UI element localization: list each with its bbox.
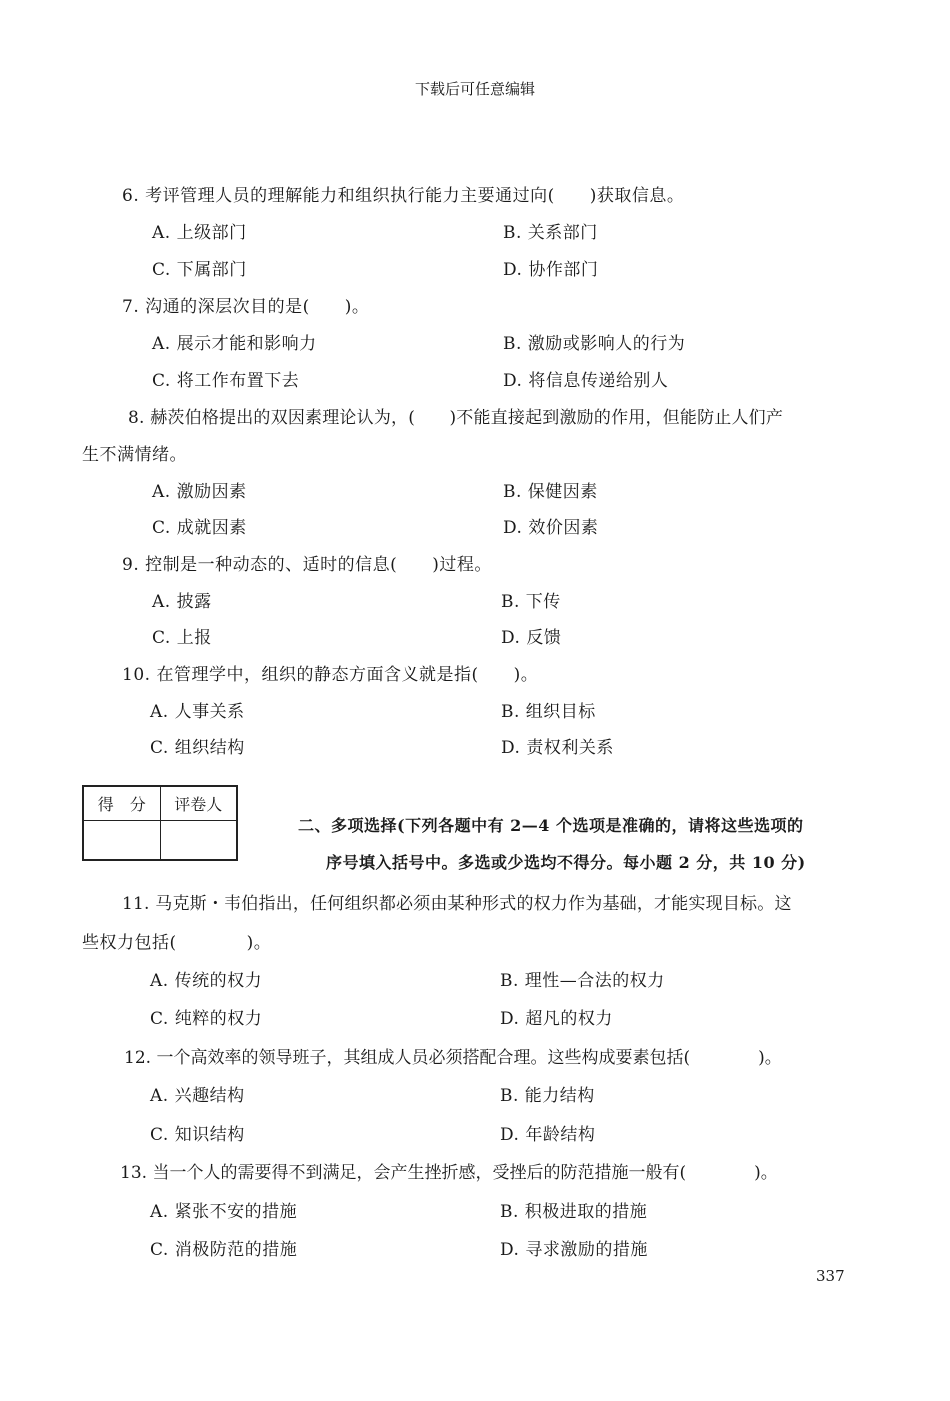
q13-option-d: D. 寻求激励的措施 xyxy=(500,1240,648,1260)
q11-option-d: D. 超凡的权力 xyxy=(500,1009,613,1029)
question-12: 12. 一个高效率的领导班子，其组成人员必须搭配合理。这些构成要素包括( )。 xyxy=(124,1048,782,1068)
q8-option-d: D. 效价因素 xyxy=(503,518,599,538)
q13-option-a: A. 紧张不安的措施 xyxy=(150,1202,298,1222)
q9-option-b: B. 下传 xyxy=(501,592,561,612)
q6-option-d: D. 协作部门 xyxy=(503,260,599,280)
question-8: 8. 赫茨伯格提出的双因素理论认为，( )不能直接起到激励的作用，但能防止人们产 xyxy=(128,408,784,428)
q10-option-b: B. 组织目标 xyxy=(501,702,596,722)
question-6: 6. 考评管理人员的理解能力和组织执行能力主要通过向( )获取信息。 xyxy=(122,186,685,206)
q7-option-c: C. 将工作布置下去 xyxy=(152,371,300,391)
q7-option-a: A. 展示才能和影响力 xyxy=(152,334,317,354)
page-header: 下载后可任意编辑 xyxy=(414,80,535,98)
q12-option-c: C. 知识结构 xyxy=(150,1125,245,1145)
q12-option-a: A. 兴趣结构 xyxy=(150,1086,245,1106)
page-number: 337 xyxy=(816,1267,845,1285)
question-8-continued: 生不满情绪。 xyxy=(82,445,187,465)
grader-cell xyxy=(160,821,237,861)
q9-option-d: D. 反馈 xyxy=(501,628,562,648)
q11-option-a: A. 传统的权力 xyxy=(150,971,263,991)
q7-option-b: B. 激励或影响人的行为 xyxy=(503,334,686,354)
section-2-heading: 二、多项选择(下列各题中有 2—4 个选项是准确的，请将这些选项的 xyxy=(298,816,804,835)
question-7: 7. 沟通的深层次目的是( )。 xyxy=(122,297,370,317)
section-2-instructions: 序号填入括号中。多选或少选均不得分。每小题 2 分，共 10 分) xyxy=(326,853,806,872)
q6-option-c: C. 下属部门 xyxy=(152,260,247,280)
question-13: 13. 当一个人的需要得不到满足，会产生挫折感，受挫后的防范措施一般有( )。 xyxy=(120,1163,778,1183)
q6-option-b: B. 关系部门 xyxy=(503,223,598,243)
score-table-header-grader: 评卷人 xyxy=(160,786,237,821)
q10-option-c: C. 组织结构 xyxy=(150,738,245,758)
q10-option-d: D. 责权利关系 xyxy=(501,738,614,758)
question-9: 9. 控制是一种动态的、适时的信息( )过程。 xyxy=(122,555,492,575)
q11-option-b: B. 理性—合法的权力 xyxy=(500,971,665,991)
question-11-continued: 些权力包括( )。 xyxy=(82,933,272,953)
q10-option-a: A. 人事关系 xyxy=(150,702,245,722)
q8-option-b: B. 保健因素 xyxy=(503,482,598,502)
q9-option-a: A. 披露 xyxy=(152,592,212,612)
q12-option-b: B. 能力结构 xyxy=(500,1086,595,1106)
q6-option-a: A. 上级部门 xyxy=(152,223,247,243)
score-table-header-score: 得 分 xyxy=(83,786,160,821)
q9-option-c: C. 上报 xyxy=(152,628,212,648)
score-cell xyxy=(83,821,160,861)
q11-option-c: C. 纯粹的权力 xyxy=(150,1009,263,1029)
q8-option-a: A. 激励因素 xyxy=(152,482,247,502)
q13-option-b: B. 积极进取的措施 xyxy=(500,1202,648,1222)
question-10: 10. 在管理学中，组织的静态方面含义就是指( )。 xyxy=(122,665,539,685)
q7-option-d: D. 将信息传递给别人 xyxy=(503,371,669,391)
q13-option-c: C. 消极防范的措施 xyxy=(150,1240,298,1260)
score-table xyxy=(82,785,238,861)
question-11: 11. 马克斯・韦伯指出，任何组织都必须由某种形式的权力作为基础，才能实现目标。这 xyxy=(122,894,792,914)
q8-option-c: C. 成就因素 xyxy=(152,518,247,538)
q12-option-d: D. 年龄结构 xyxy=(500,1125,596,1145)
